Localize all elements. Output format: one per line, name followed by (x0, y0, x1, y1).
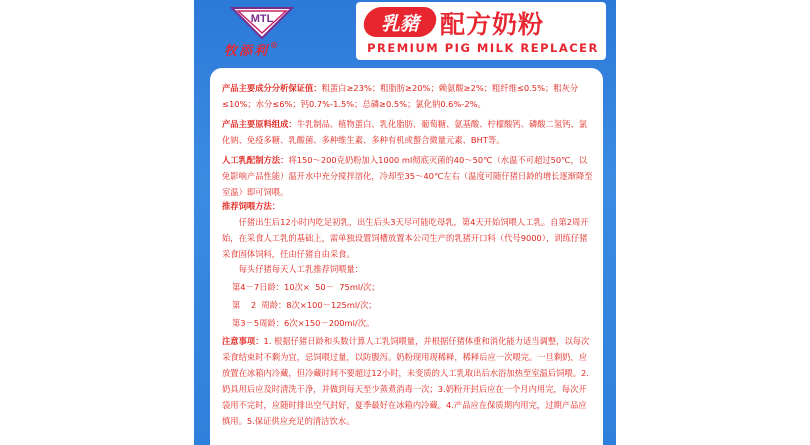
brand-name-text: 牧添利 (224, 44, 270, 59)
analysis-text: 粗蛋白≥23%；粗脂肪≥20%；赖氨酸≥2%；粗纤维≤0.5%；粗灰分≤10%；水分≤6%；钙0.7%-1.5%；总磷≥0.5%；氯化钠0.6%-2%。 (222, 83, 579, 109)
ingredients-label: 产品主要原料组成： (222, 119, 297, 129)
method-section (222, 152, 594, 200)
notes-text: 1. 根据仔猪日龄和头数计算人工乳饲喂量，并根据仔猪体重和消化能力适当调整，以每次采食结束时不剩为宜，忌饲喂过量，以防腹泻。奶粉现用现稀释，稀释后应一次喂完。一旦剩奶，应放置在冰箱内冷藏，但冷藏时间不要超过12小时，未变质的人工乳取出后水浴加热至室温后饲喂。2.奶具用后应及时清洗干净，并做到每天至少蒸煮消毒一次；3.奶粉开封后应在一个月内用完，每次开袋用不完时，应随时排出空气封好，夏季最好在冰箱内冷藏。4.产品应在保质期内用完，过期产品应慎用。5.保证供应充足的清洁饮水。 (222, 336, 590, 426)
title-english: PREMIUM PIG MILK REPLACER (367, 41, 599, 55)
feeding-row-amount: 8次×100－125ml/次； (286, 300, 377, 310)
feeding-label-line (222, 198, 594, 214)
product-title (356, 2, 606, 60)
title-chinese: 配方奶粉 (440, 10, 545, 39)
daily-amount-title: 每头仔猪每天人工乳推荐饲喂量： (238, 264, 364, 274)
feeding-row-amount: 10次× 50－ 75ml/次； (284, 282, 380, 292)
feeding-row (222, 315, 604, 331)
analysis-section (222, 80, 594, 112)
feeding-row-period: 第4－7日龄： (232, 282, 285, 292)
notes-section (222, 333, 594, 429)
brand-logo (230, 6, 294, 40)
notes-label: 注意事项： (222, 336, 264, 346)
method-text: 将150～200克奶粉加入1000 ml彻底灭菌的40～50℃（水温不可超过50℃，以免影响产品性能）温开水中充分搅拌溶化，冷却至35～40℃左右（温度可随仔猪日龄的增长逐渐降至室温）即可饲喂。 (222, 155, 593, 197)
method-label: 人工乳配制方法： (222, 155, 289, 165)
logo-text: MTL (250, 13, 274, 25)
registered-mark: ® (270, 40, 281, 50)
feeding-row-amount: 6次×150－200ml/次。 (284, 318, 375, 328)
brand-name (224, 40, 324, 59)
ingredients-section (222, 116, 594, 148)
info-card (210, 68, 603, 445)
feeding-intro: 仔猪出生后12小时内吃足初乳，出生后头3天尽可能吃母乳，第4天开始饲喂人工乳。自第2周开始，在采食人工乳的基础上，需单独设置饲槽放置本公司生产的乳猪开口料（代号9000），训练仔猪采食固体饲料，任由仔猪自由采食。 (222, 217, 589, 259)
title-tag-badge (361, 7, 438, 37)
ingredients-text: 牛乳制品、植物蛋白、乳化脂肪、葡萄糖、氨基酸、柠檬酸钙、磷酸二氢钙、氯化钠、免疫多糖、乳酸菌、多种维生素、多种有机或螯合微量元素、BHT等。 (222, 119, 588, 145)
feeding-row (222, 279, 604, 295)
feeding-row (222, 297, 604, 313)
mtl-logo-icon (230, 6, 294, 40)
feeding-row-period: 第 2 周龄： (232, 300, 287, 310)
product-label-panel (194, 0, 616, 445)
analysis-label: 产品主要成分分析保证值： (222, 83, 322, 93)
feeding-label: 推荐饲喂方法： (222, 201, 281, 211)
title-tag-text: 乳豬 (380, 12, 419, 35)
feeding-row-period: 第3－5周龄： (232, 318, 285, 328)
